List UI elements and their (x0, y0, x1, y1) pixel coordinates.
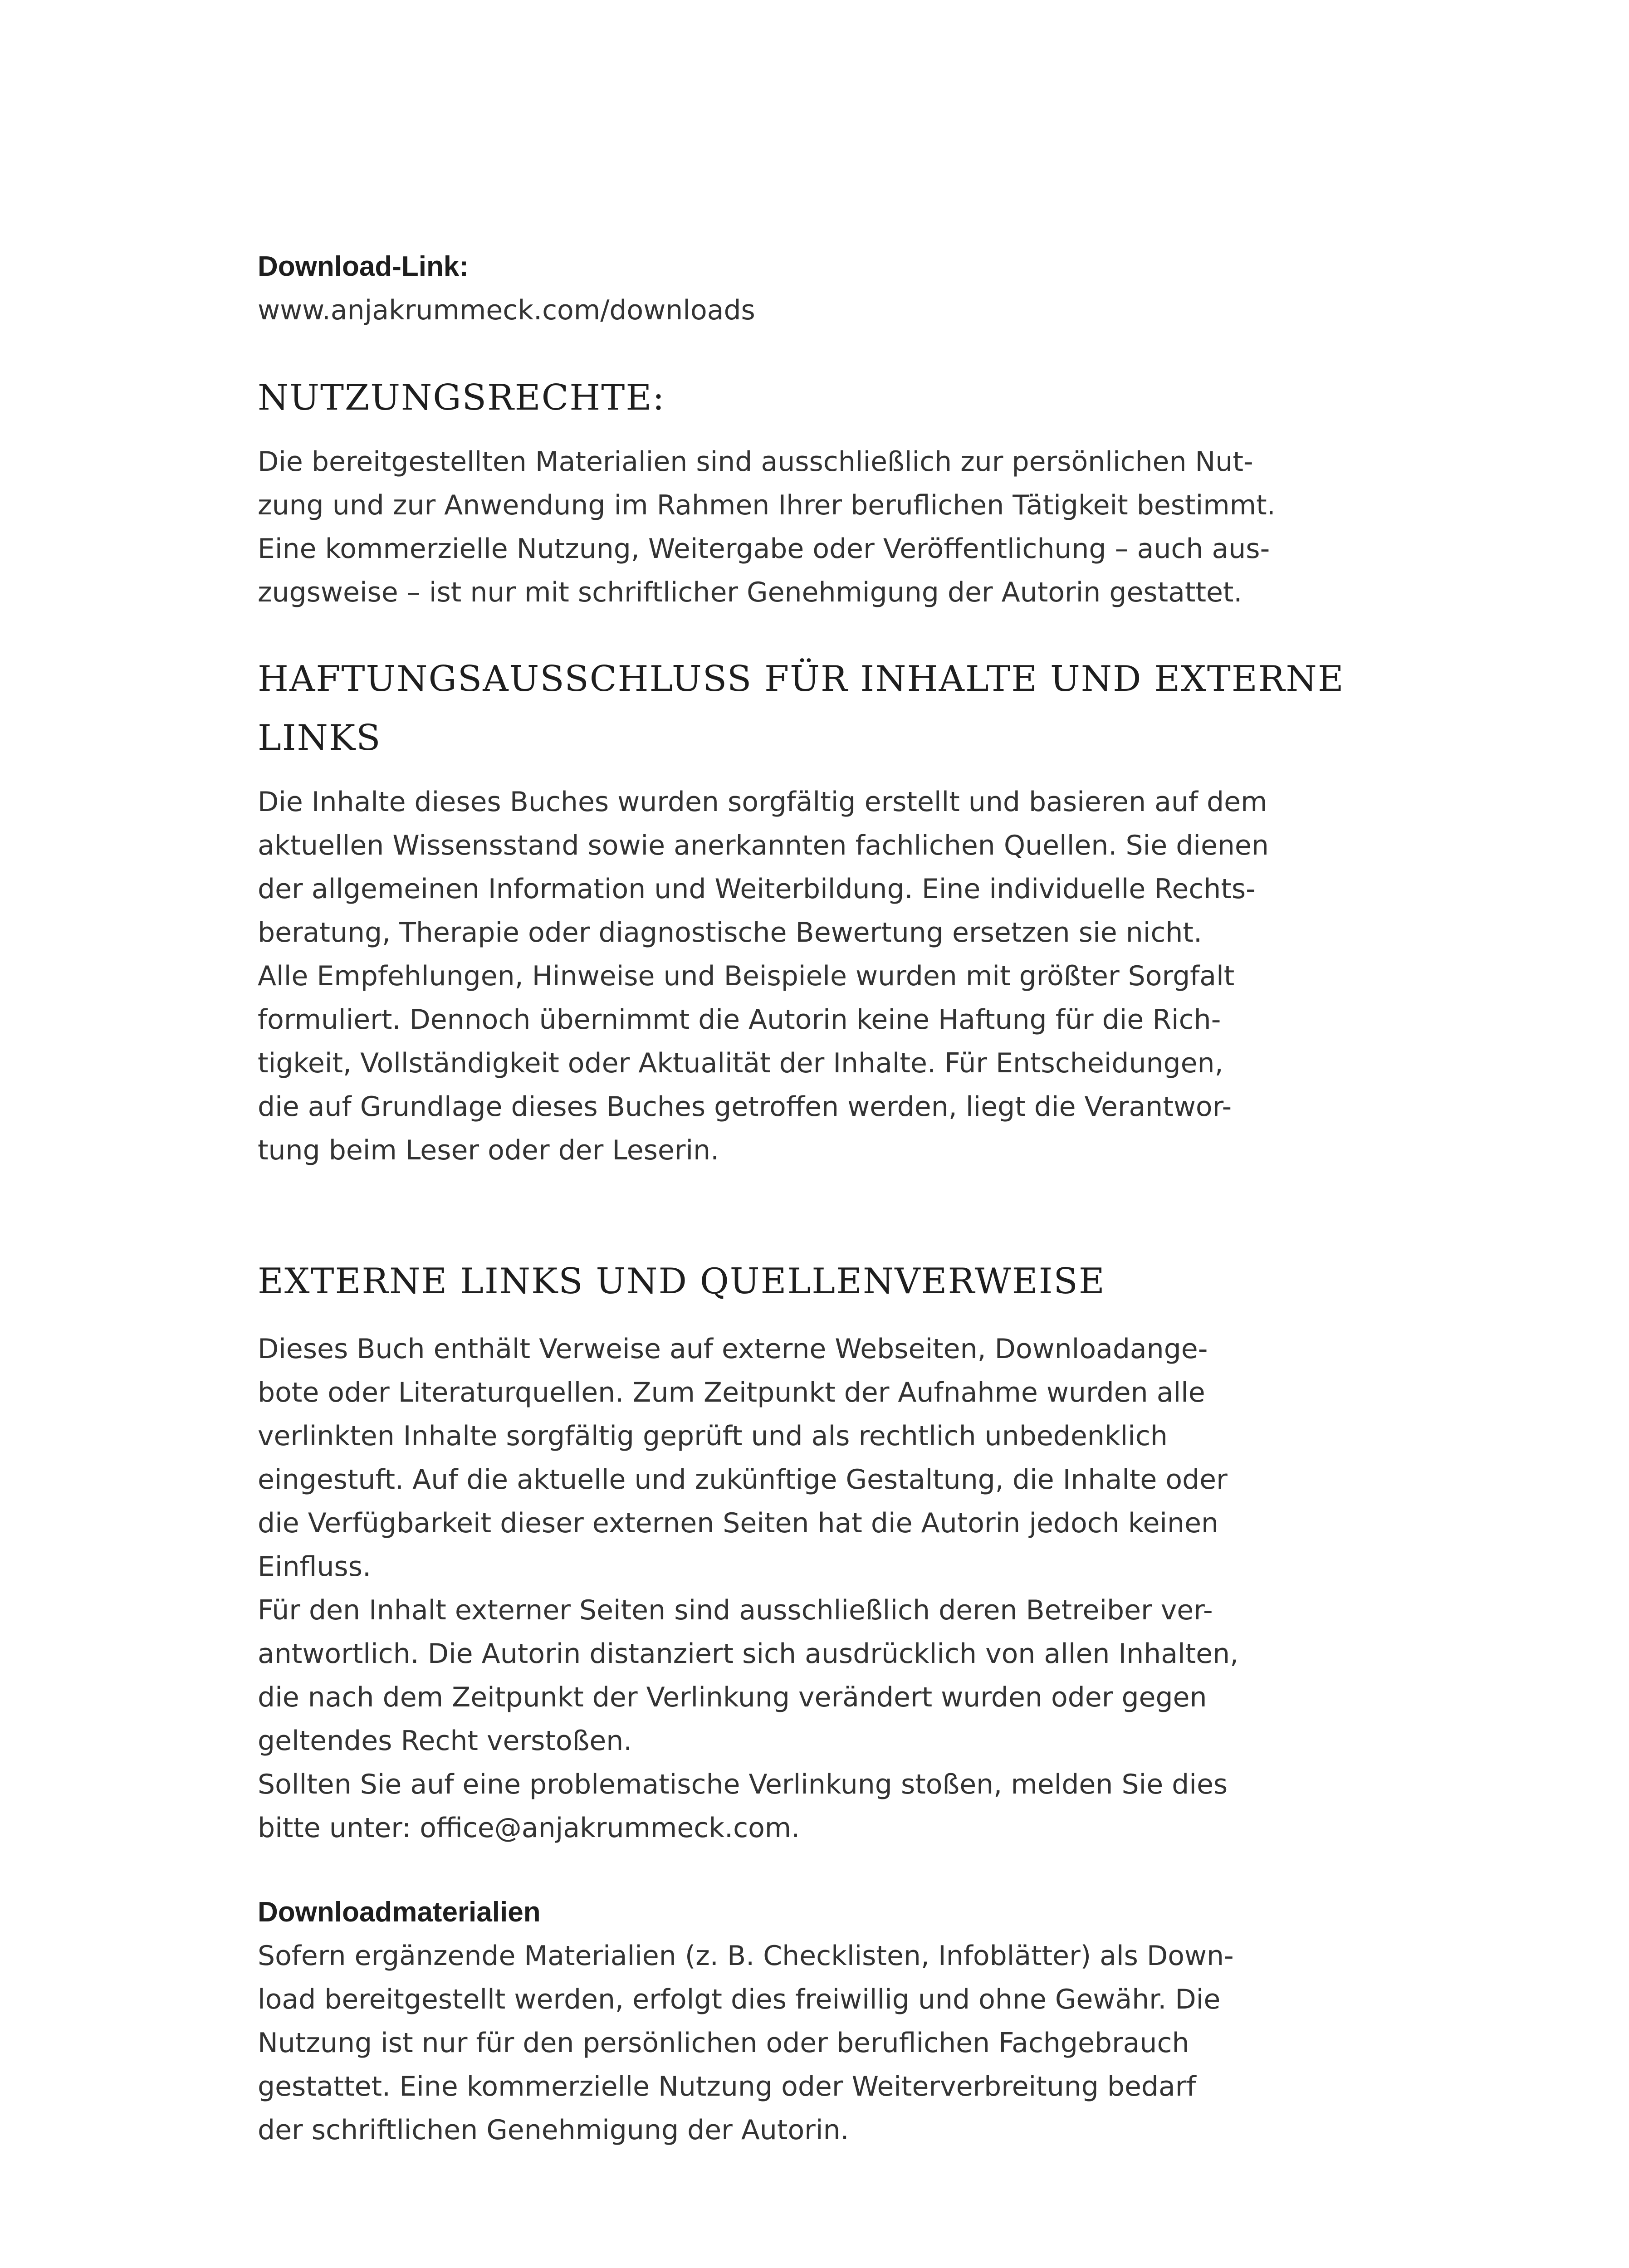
text-line: zugsweise – ist nur mit schriftlicher Genehmigung der Autorin gestattet. (258, 577, 1243, 608)
section-externe-links (258, 1252, 1419, 1311)
text-line: beratung, Therapie oder diagnostische Bewertung ersetzen sie nicht. (258, 917, 1203, 948)
text-line: load bereitgestellt werden, erfolgt dies freiwillig und ohne Gewähr. Die (258, 1984, 1221, 2015)
text-line: aktuellen Wissensstand sowie anerkannten fachlichen Quellen. Sie dienen (258, 830, 1269, 861)
text-line: die Verfügbarkeit dieser externen Seiten hat die Autorin jedoch keinen (258, 1507, 1219, 1539)
text-line: der allgemeinen Information und Weiterbildung. Eine individuelle Rechts- (258, 873, 1256, 905)
text-line: zung und zur Anwendung im Rahmen Ihrer beruflichen Tätigkeit bestimmt. (258, 489, 1276, 521)
text-line: geltendes Recht verstoßen. (258, 1725, 632, 1757)
download-link-label: Download-Link: (258, 251, 469, 282)
text-line: Die Inhalte dieses Buches wurden sorgfältig erstellt und basieren auf dem (258, 786, 1267, 818)
download-link-url[interactable]: www.anjakrummeck.com/downloads (258, 294, 755, 326)
text-line: tung beim Leser oder der Leserin. (258, 1134, 719, 1166)
text-line: tigkeit, Vollständigkeit oder Aktualität der Inhalte. Für Entscheidungen, (258, 1047, 1223, 1079)
text-line: bote oder Literaturquellen. Zum Zeitpunkt der Aufnahme wurden alle (258, 1377, 1205, 1408)
nutzungsrechte-paragraph (258, 440, 1419, 614)
text-line: Einfluss. (258, 1551, 372, 1583)
haftung-paragraph (258, 780, 1419, 1172)
heading-line: HAFTUNGSAUSSCHLUSS FÜR INHALTE UND EXTERNE (258, 659, 1345, 699)
externe-links-paragraph (258, 1327, 1419, 1850)
section-downloadmaterialien (258, 1891, 1419, 1934)
text-line: die auf Grundlage dieses Buches getroffen werden, liegt die Verantwor- (258, 1091, 1232, 1123)
heading-line: LINKS (258, 718, 382, 758)
text-line: bitte unter: office@anjakrummeck.com. (258, 1812, 800, 1844)
section-haftung (258, 650, 1419, 767)
downloadmaterialien-label: Downloadmaterialien (258, 1897, 541, 1928)
nutzungsrechte-heading: NUTZUNGSRECHTE: (258, 377, 665, 418)
text-line: Für den Inhalt externer Seiten sind ausschließlich deren Betreiber ver- (258, 1594, 1213, 1626)
section-nutzungsrechte (258, 368, 1419, 427)
download-link-block (258, 245, 1419, 332)
text-line: Sofern ergänzende Materialien (z. B. Checklisten, Infoblätter) als Down- (258, 1940, 1234, 1972)
text-line: der schriftlichen Genehmigung der Autorin. (258, 2114, 849, 2146)
text-line: die nach dem Zeitpunkt der Verlinkung verändert wurden oder gegen (258, 1681, 1207, 1713)
externe-links-heading: EXTERNE LINKS UND QUELLENVERWEISE (258, 1261, 1106, 1302)
text-line: Die bereitgestellten Materialien sind ausschließlich zur persönlichen Nut- (258, 446, 1253, 478)
haftung-heading (258, 650, 1419, 767)
text-line: Eine kommerzielle Nutzung, Weitergabe oder Veröffentlichung – auch aus- (258, 533, 1270, 565)
text-line: Dieses Buch enthält Verweise auf externe Webseiten, Downloadange- (258, 1333, 1208, 1365)
downloadmaterialien-paragraph (258, 1934, 1419, 2152)
document-page (258, 0, 1419, 2268)
text-line: eingestuft. Auf die aktuelle und zukünftige Gestaltung, die Inhalte oder (258, 1464, 1228, 1496)
text-line: gestattet. Eine kommerzielle Nutzung oder Weiterverbreitung bedarf (258, 2071, 1196, 2102)
text-line: Nutzung ist nur für den persönlichen oder beruflichen Fachgebrauch (258, 2027, 1189, 2059)
text-line: verlinkten Inhalte sorgfältig geprüft und als rechtlich unbedenklich (258, 1420, 1168, 1452)
text-line: Sollten Sie auf eine problematische Verlinkung stoßen, melden Sie dies (258, 1769, 1228, 1800)
text-line: antwortlich. Die Autorin distanziert sich ausdrücklich von allen Inhalten, (258, 1638, 1239, 1670)
text-line: Alle Empfehlungen, Hinweise und Beispiele wurden mit größter Sorgfalt (258, 960, 1235, 992)
text-line: formuliert. Dennoch übernimmt die Autorin keine Haftung für die Rich- (258, 1004, 1221, 1036)
